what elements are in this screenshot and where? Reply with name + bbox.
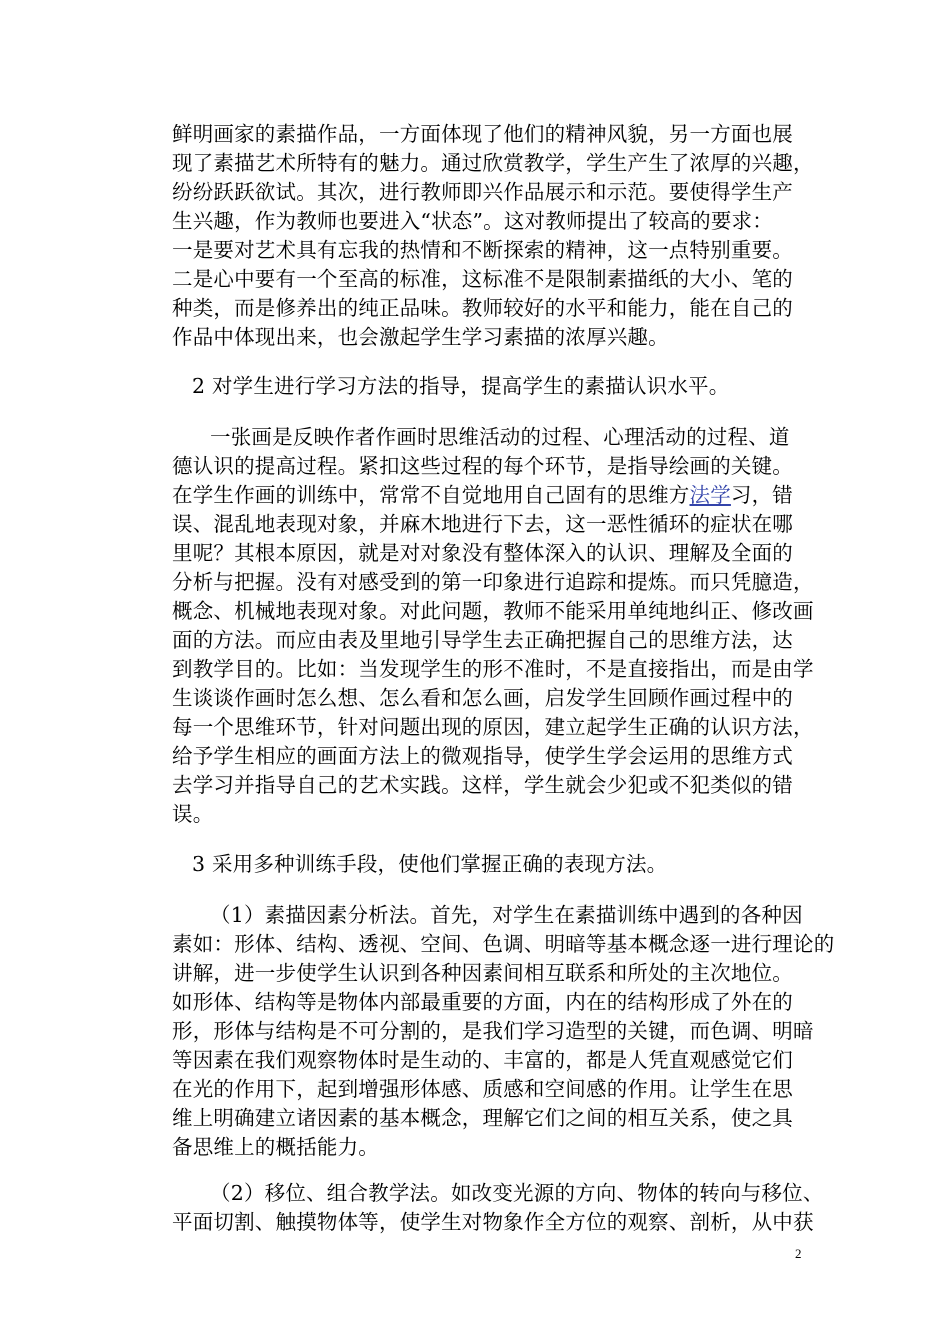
paragraph-1-line-1: 鲜明画家的素描作品，一方面体现了他们的精神风貌，另一方面也展 bbox=[172, 122, 793, 146]
paragraph-3-line-3: 讲解，进一步使学生认识到各种因素间相互联系和所处的主次地位。 bbox=[172, 961, 793, 985]
paragraph-2-line-3 bbox=[172, 482, 793, 508]
paragraph-1-line-8: 作品中体现出来，也会激起学生学习素描的浓厚兴趣。 bbox=[172, 325, 669, 349]
paragraph-2-line-5: 里呢？其根本原因，就是对对象没有整体深入的认识、理解及全面的 bbox=[172, 541, 793, 565]
section-heading-2: 2 对学生进行学习方法的指导，提高学生的素描认识水平。 bbox=[192, 374, 730, 398]
paragraph-3-line-5: 形，形体与结构是不可分割的，是我们学习造型的关键，而色调、明暗 bbox=[172, 1019, 814, 1043]
paragraph-3-line-9: 备思维上的概括能力。 bbox=[172, 1135, 379, 1159]
page-number: 2 bbox=[795, 1246, 802, 1261]
paragraph-2-line-1: 一张画是反映作者作画时思维活动的过程、心理活动的过程、道 bbox=[210, 425, 790, 449]
paragraph-4-line-1: （2）移位、组合教学法。如改变光源的方向、物体的转向与移位、 bbox=[210, 1181, 824, 1205]
paragraph-3-line-7: 在光的作用下，起到增强形体感、质感和空间感的作用。让学生在思 bbox=[172, 1077, 793, 1101]
paragraph-2-line-13: 去学习并指导自己的艺术实践。这样，学生就会少犯或不犯类似的错 bbox=[172, 773, 793, 797]
paragraph-4-line-2: 平面切割、触摸物体等，使学生对物象作全方位的观察、剖析，从中获 bbox=[172, 1210, 814, 1234]
paragraph-2-line-2: 德认识的提高过程。紧扣这些过程的每个环节，是指导绘画的关键。 bbox=[172, 454, 793, 478]
paragraph-2-line-10: 生谈谈作画时怎么想、怎么看和怎么画，启发学生回顾作画过程中的 bbox=[172, 686, 793, 710]
paragraph-1-line-6: 二是心中要有一个至高的标准，这标准不是限制素描纸的大小、笔的 bbox=[172, 267, 793, 291]
paragraph-2-line-14: 误。 bbox=[172, 802, 214, 826]
paragraph-2-line-11: 每一个思维环节，针对问题出现的原因，建立起学生正确的认识方法， bbox=[172, 715, 814, 739]
paragraph-3-line-4: 如形体、结构等是物体内部最重要的方面，内在的结构形成了外在的 bbox=[172, 990, 793, 1014]
paragraph-1-line-5: 一是要对艺术具有忘我的热情和不断探索的精神，这一点特别重要。 bbox=[172, 238, 793, 262]
section-heading-3: 3 采用多种训练手段，使他们掌握正确的表现方法。 bbox=[192, 852, 668, 876]
paragraph-2-line-9: 到教学目的。比如：当发现学生的形不准时，不是直接指出，而是由学 bbox=[172, 657, 814, 681]
paragraph-3-line-1: （1）素描因素分析法。首先，对学生在素描训练中遇到的各种因 bbox=[210, 903, 803, 927]
paragraph-1-line-3: 纷纷跃跃欲试。其次，进行教师即兴作品展示和示范。要使得学生产 bbox=[172, 180, 793, 204]
paragraph-2-line-7: 概念、机械地表现对象。对此问题，教师不能采用单纯地纠正、修改画 bbox=[172, 599, 814, 623]
paragraph-2-line-4: 误、混乱地表现对象，并麻木地进行下去，这一恶性循环的症状在哪 bbox=[172, 512, 793, 536]
paragraph-1-line-2: 现了素描艺术所特有的魅力。通过欣赏教学，学生产生了浓厚的兴趣， bbox=[172, 151, 814, 175]
paragraph-2-line-3-tail: 习，错 bbox=[730, 483, 794, 507]
paragraph-3-line-6: 等因素在我们观察物体时是生动的、丰富的，都是人凭直观感觉它们 bbox=[172, 1048, 793, 1072]
paragraph-3-line-2: 素如：形体、结构、透视、空间、色调、明暗等基本概念逐一进行理论的 bbox=[172, 932, 835, 956]
paragraph-3-line-8: 维上明确建立诸因素的基本概念，理解它们之间的相互关系，使之具 bbox=[172, 1106, 793, 1130]
paragraph-2-line-8: 面的方法。而应由表及里地引导学生去正确把握自己的思维方法，达 bbox=[172, 628, 793, 652]
paragraph-2-line-3-text: 在学生作画的训练中，常常不自觉地用自己固有的思维方 bbox=[172, 483, 690, 507]
paragraph-1-line-4: 生兴趣，作为教师也要进入“状态”。这对教师提出了较高的要求： bbox=[172, 209, 773, 233]
paragraph-1-line-7: 种类，而是修养出的纯正品味。教师较好的水平和能力，能在自己的 bbox=[172, 296, 793, 320]
paragraph-2-line-12: 给予学生相应的画面方法上的微观指导，使学生学会运用的思维方式 bbox=[172, 744, 793, 768]
inline-link[interactable]: 法学 bbox=[689, 483, 731, 507]
paragraph-2-line-6: 分析与把握。没有对感受到的第一印象进行追踪和提炼。而只凭臆造， bbox=[172, 570, 814, 594]
